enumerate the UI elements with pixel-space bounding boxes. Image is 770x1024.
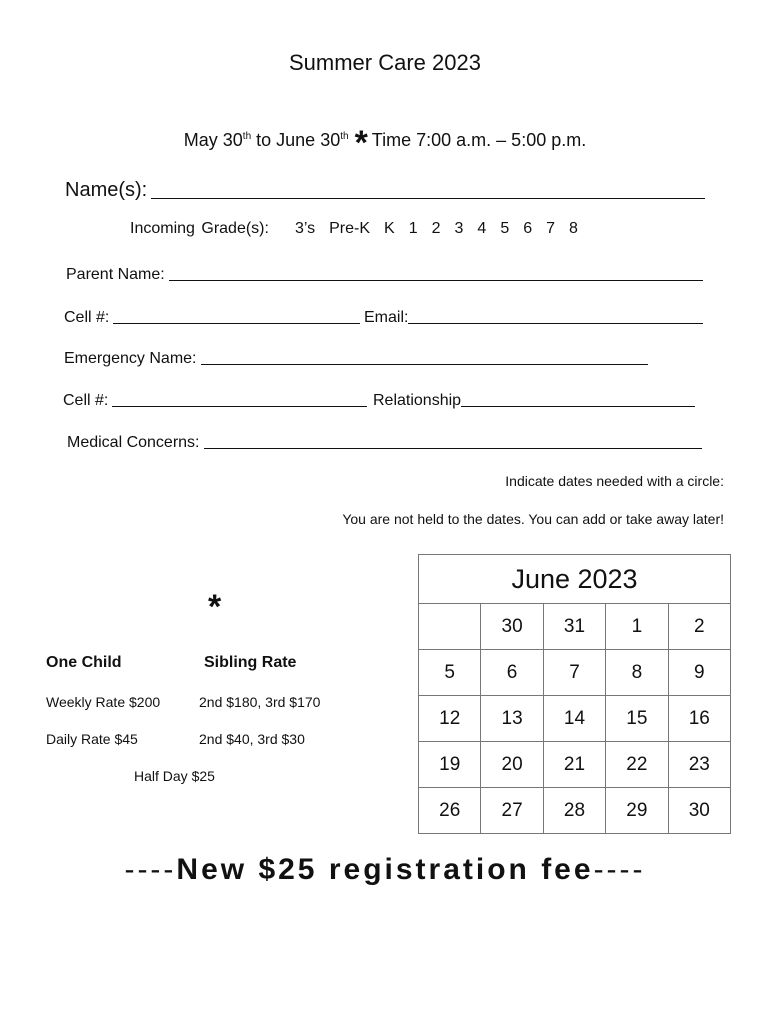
cell-line[interactable]: [113, 323, 360, 324]
medical-label: Medical Concerns:: [67, 434, 200, 451]
cell-field[interactable]: [64, 305, 362, 327]
calendar-day[interactable]: 15: [606, 696, 668, 742]
calendar-day[interactable]: 2: [668, 604, 730, 650]
daily-rate: Daily Rate $45: [46, 731, 138, 747]
calendar-day[interactable]: 30: [481, 604, 543, 650]
parent-name-label: Parent Name:: [66, 266, 165, 283]
daily-sibling-rate: 2nd $40, 3rd $30: [199, 731, 305, 747]
ordinal: th: [242, 131, 252, 142]
relationship-label: Relationship: [373, 392, 462, 409]
grade-option[interactable]: 6: [523, 220, 533, 237]
calendar-day[interactable]: 26: [419, 788, 481, 834]
calendar-week: [419, 650, 731, 696]
calendar-day[interactable]: 8: [606, 650, 668, 696]
calendar-day[interactable]: 13: [481, 696, 543, 742]
names-field[interactable]: [65, 176, 707, 202]
calendar-day[interactable]: 19: [419, 742, 481, 788]
not-held-note: You are not held to the dates. You can add or take away later!: [342, 511, 724, 527]
one-child-heading: One Child: [46, 654, 122, 671]
calendar-week: [419, 696, 731, 742]
page-title: Summer Care 2023: [289, 50, 481, 75]
calendar-day[interactable]: 1: [606, 604, 668, 650]
calendar-day[interactable]: 5: [419, 650, 481, 696]
email-field[interactable]: [364, 305, 705, 327]
grade-option[interactable]: Pre-K: [329, 220, 371, 237]
parent-name-field[interactable]: [66, 262, 705, 284]
start-date: May 30: [183, 130, 243, 150]
calendar-day: [419, 604, 481, 650]
emergency-name-label: Emergency Name:: [64, 350, 197, 367]
grade-option[interactable]: 1: [408, 220, 418, 237]
grade-option[interactable]: 7: [546, 220, 556, 237]
medical-line[interactable]: [204, 448, 703, 449]
emergency-cell-field[interactable]: [63, 388, 369, 410]
half-day-rate: Half Day $25: [134, 768, 215, 784]
session-dates: [0, 116, 770, 162]
calendar-day[interactable]: 9: [668, 650, 730, 696]
calendar-day[interactable]: 12: [419, 696, 481, 742]
emergency-cell-label: Cell #:: [63, 392, 109, 409]
calendar-day[interactable]: 28: [543, 788, 605, 834]
calendar-day[interactable]: 16: [668, 696, 730, 742]
calendar-week: [419, 742, 731, 788]
session-time: Time 7:00 a.m. – 5:00 p.m.: [371, 130, 587, 150]
calendar-day[interactable]: 21: [543, 742, 605, 788]
grade-option[interactable]: 3’s: [294, 220, 316, 237]
grades-list: [283, 220, 592, 237]
fee-text: New $25 registration fee: [176, 853, 594, 886]
calendar-day[interactable]: 14: [543, 696, 605, 742]
grades-label: Incoming Grade(s):: [130, 220, 269, 237]
calendar-day[interactable]: 7: [543, 650, 605, 696]
weekly-rate: Weekly Rate $200: [46, 694, 161, 710]
medical-field[interactable]: [67, 430, 704, 452]
grade-option[interactable]: 2: [431, 220, 441, 237]
grade-option[interactable]: 3: [454, 220, 464, 237]
calendar-day[interactable]: 27: [481, 788, 543, 834]
indicate-note: Indicate dates needed with a circle:: [505, 473, 724, 489]
asterisk-icon: *: [354, 124, 368, 162]
dashes: ----: [124, 853, 177, 886]
calendar-day[interactable]: 23: [668, 742, 730, 788]
parent-name-line[interactable]: [169, 280, 703, 281]
grade-option[interactable]: 8: [569, 220, 578, 237]
calendar-day[interactable]: 29: [606, 788, 668, 834]
names-label: Name(s):: [65, 179, 148, 201]
calendar-day[interactable]: 20: [481, 742, 543, 788]
calendar-title: June 2023: [419, 555, 731, 604]
incoming-grades: [130, 220, 606, 238]
grade-option[interactable]: 4: [477, 220, 487, 237]
asterisk-icon: *: [208, 588, 222, 626]
end-date: to June 30: [251, 130, 341, 150]
dashes: ----: [593, 853, 646, 886]
email-line[interactable]: [408, 323, 703, 324]
emergency-cell-line[interactable]: [112, 406, 367, 407]
calendar-week: [419, 604, 731, 650]
calendar-week: [419, 788, 731, 834]
weekly-sibling-rate: 2nd $180, 3rd $170: [199, 694, 321, 710]
emergency-name-line[interactable]: [201, 364, 649, 365]
cell-label: Cell #:: [64, 309, 110, 326]
relationship-line[interactable]: [461, 406, 695, 407]
calendar-day[interactable]: 22: [606, 742, 668, 788]
grade-option[interactable]: K: [384, 220, 395, 237]
names-line[interactable]: [151, 198, 705, 199]
calendar-day[interactable]: 30: [668, 788, 730, 834]
grade-option[interactable]: 5: [500, 220, 510, 237]
emergency-name-field[interactable]: [64, 346, 650, 368]
email-label: Email:: [364, 309, 409, 326]
calendar-day[interactable]: 6: [481, 650, 543, 696]
ordinal: th: [340, 131, 349, 142]
june-calendar: [418, 554, 731, 834]
relationship-field[interactable]: [373, 388, 697, 410]
registration-fee-banner: [0, 853, 770, 887]
sibling-heading: Sibling Rate: [204, 654, 297, 671]
calendar-day[interactable]: 31: [543, 604, 605, 650]
